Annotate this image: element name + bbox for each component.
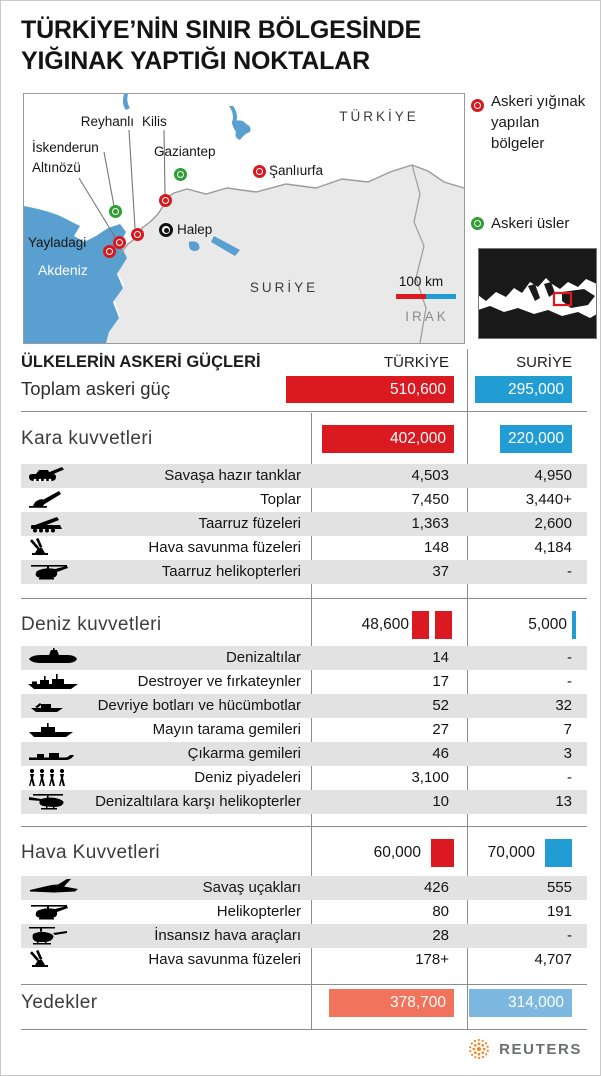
row-label: Devriye botları ve hücümbotlar [97,697,301,714]
row-value-turkiye: 37 [432,563,449,580]
reserves-label: Yedekler [21,992,98,1013]
row-value-suriye: 2,600 [534,515,572,532]
row-value-turkiye: 178+ [415,951,449,968]
row-value-turkiye: 27 [432,721,449,738]
section-square-turkiye [431,839,454,867]
row-value-turkiye: 3,100 [411,769,449,786]
total-row-label: Toplam askeri güç [21,378,171,399]
map-label-suriye: SURİYE [249,280,319,295]
row-value-suriye: 3 [563,745,572,762]
footer-divider [21,1029,587,1030]
map-scale-label: 100 km [398,274,444,289]
row-value-suriye: - [567,769,572,786]
row-label: İnsansız hava araçları [154,927,301,944]
row-label: Hava savunma füzeleri [148,539,301,556]
row-label: Deniz piyadeleri [194,769,301,786]
row-label: Toplar [260,491,301,508]
total-bar-turkiye: 510,600 [286,376,454,403]
map-marker-dot [163,198,168,203]
row-value-suriye: 32 [555,697,572,714]
map-city-label-3: İskenderun [32,140,99,155]
row-value-suriye: 191 [546,903,572,920]
row-value-turkiye: 80 [432,903,449,920]
legend-green-marker-icon [471,217,484,230]
row-label: Denizaltılara karşı helikopterler [95,793,301,810]
map-city-label-8: Yayladagi [28,235,87,250]
section-divider [21,984,587,985]
row-value-suriye: - [567,673,572,690]
row-value-suriye: - [567,649,572,666]
map-marker-dot [164,228,169,233]
reuters-logo-text: REUTERS [499,1040,582,1058]
column-header-turkiye: TÜRKİYE [383,354,449,371]
map-city-label-4: Altınözü [32,160,81,175]
row-value-turkiye: 52 [432,697,449,714]
section-value-turkiye: 60,000 [373,844,421,861]
row-label: Taarruz helikopterleri [161,563,301,580]
column-header-suriye: SURİYE [516,354,572,371]
section-divider [21,411,587,412]
map-label-akdeniz: Akdeniz [38,262,88,278]
row-value-suriye: 555 [546,879,572,896]
legend-bases-label: Askeri üsler [491,215,570,232]
map-marker-dot [135,232,140,237]
section-square-turkiye [412,611,429,639]
map-marker-dot [113,209,118,214]
map-geography [24,94,464,343]
row-value-turkiye: 14 [432,649,449,666]
section-title-3: Hava Kuvvetleri [21,842,161,863]
section-value-suriye: 70,000 [487,844,535,861]
map-marker-dot [117,240,122,245]
section-sliver-suriye [572,611,576,639]
lake-shape [232,120,251,140]
map-city-label-7: Halep [177,222,213,237]
row-value-suriye: 4,184 [534,539,572,556]
row-value-suriye: - [567,563,572,580]
scale-bar-blue [426,294,456,299]
legend-red-marker-icon [471,99,484,112]
leader-line-iskenderun [104,152,114,206]
map-marker-green [109,205,122,218]
map-marker-red [253,165,266,178]
page-title [21,15,421,77]
row-value-turkiye: 1,363 [411,515,449,532]
row-label: Mayın tarama gemileri [152,721,301,738]
map-city-label-1: Reyhanlı [80,114,134,129]
row-value-turkiye: 426 [423,879,449,896]
leader-line-reyhanli [129,130,135,228]
locator-inset-map [478,248,597,339]
row-value-turkiye: 7,450 [411,491,449,508]
map-marker-dot [107,249,112,254]
section-bar-turkiye: 402,000 [322,425,454,453]
row-value-suriye: 13 [555,793,572,810]
map-city-label-5: Gaziantep [154,144,216,159]
map-label-irak: IRAK [405,309,449,324]
section-title-2: Deniz kuvvetleri [21,614,162,635]
row-value-suriye: 7 [563,721,572,738]
row-value-turkiye: 28 [432,927,449,944]
map-marker-green [174,168,187,181]
map-city-label-6: Şanlıurfa [269,163,324,178]
row-label: Çıkarma gemileri [187,745,301,762]
row-value-suriye: 3,440+ [525,491,572,508]
map-marker-red [103,245,116,258]
border-map [23,93,465,344]
row-label: Destroyer ve fırkateynler [137,673,301,690]
section-square-turkiye [435,611,452,639]
row-value-turkiye: 148 [423,539,449,556]
row-label: Helikopterler [216,903,301,920]
reserves-bar-suriye: 314,000 [469,989,572,1017]
row-label: Savaş uçakları [202,879,301,896]
total-bar-suriye: 295,000 [475,376,572,403]
row-value-suriye: 4,707 [534,951,572,968]
section-value-turkiye: 48,600 [361,616,409,633]
section-square-suriye [545,839,572,867]
legend-buildup-label: Askeri yığınak yapılan bölgeler [491,93,586,152]
scale-bar-red [396,294,426,299]
section-value-suriye: 5,000 [528,616,567,633]
map-marker-dot [178,172,183,177]
map-marker-red [131,228,144,241]
map-marker-black [159,223,173,237]
table-title: ÜLKELERİN ASKERİ GÜÇLERİ [21,353,261,371]
map-marker-red [159,194,172,207]
reuters-logo-icon [467,1037,491,1061]
section-bar-suriye: 220,000 [500,425,572,453]
section-divider [21,598,587,599]
row-value-turkiye: 46 [432,745,449,762]
map-city-label-2: Kilis [142,114,167,129]
row-value-turkiye: 17 [432,673,449,690]
row-value-suriye: - [567,927,572,944]
source-attribution [467,1037,582,1061]
page-title-line2: YIĞINAK YAPTIĞI NOKTALAR [21,47,370,75]
river-shape [123,94,130,110]
row-value-turkiye: 4,503 [411,467,449,484]
row-value-turkiye: 10 [432,793,449,810]
section-divider [21,826,587,827]
row-label: Denizaltılar [225,649,301,666]
section-title-1: Kara kuvvetleri [21,428,153,449]
row-label: Hava savunma füzeleri [148,951,301,968]
river-shape [229,106,237,123]
row-label: Taarruz füzeleri [198,515,301,532]
row-value-suriye: 4,950 [534,467,572,484]
reserves-bar-turkiye: 378,700 [329,989,454,1017]
row-label: Savaşa hazır tanklar [164,467,301,484]
leader-line-kilis [164,130,165,194]
map-label-turkiye: TÜRKİYE [339,109,419,124]
page-title-line1: TÜRKİYE’NİN SINIR BÖLGESİNDE [21,16,421,44]
map-marker-dot [257,169,262,174]
